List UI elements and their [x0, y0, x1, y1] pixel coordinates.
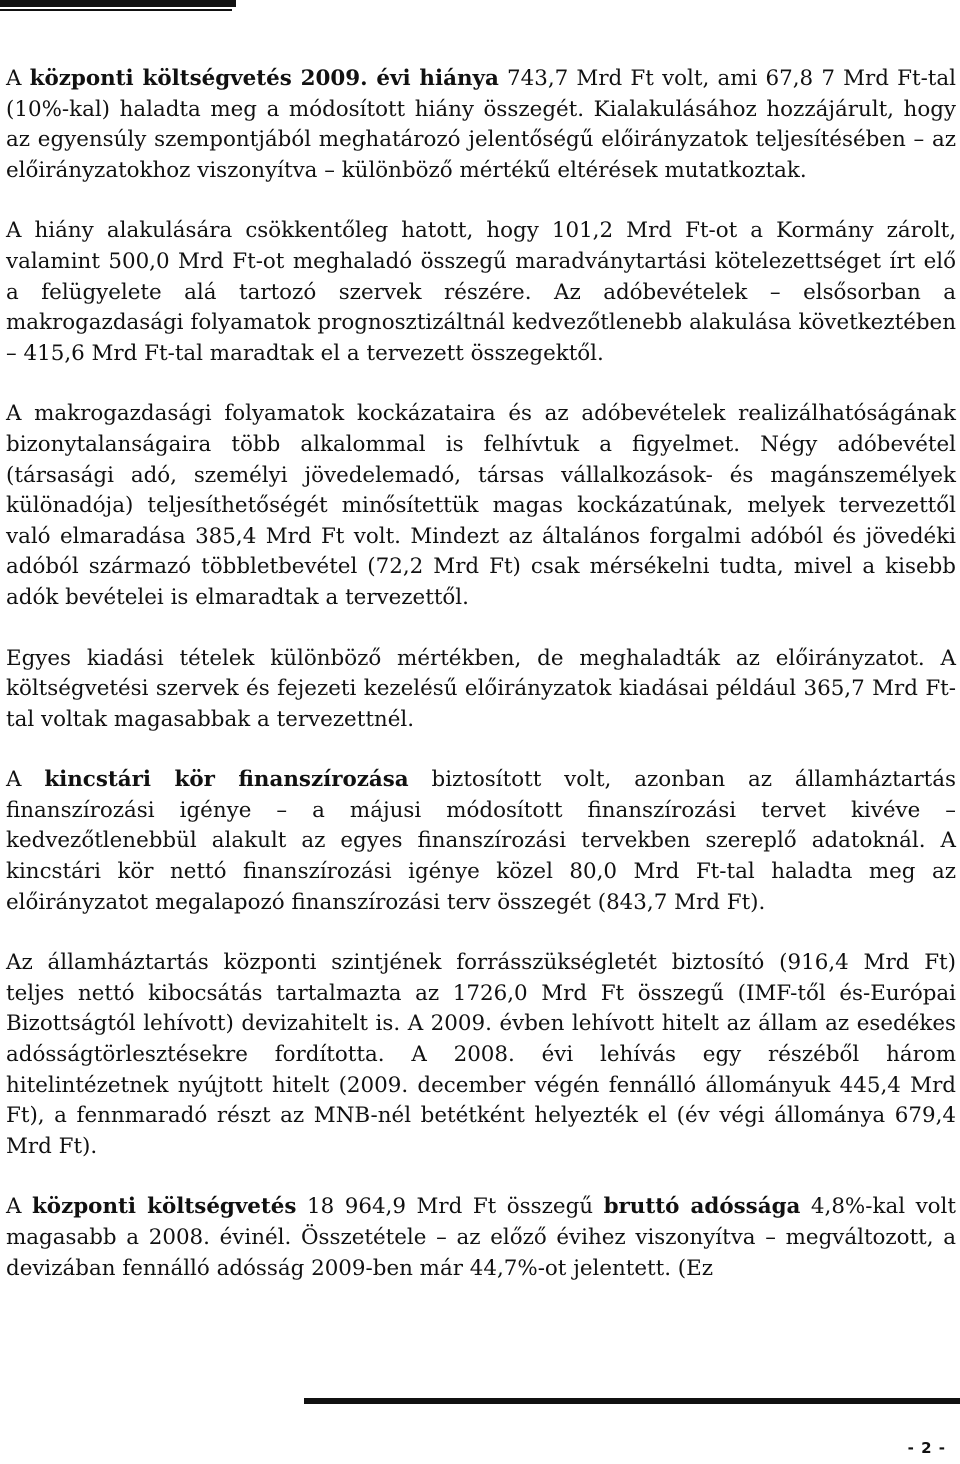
text-run: Egyes kiadási tételek különböző mértékben, de meghaladták az előirányzatot. A költségvetési szervek és fejezeti kezelésű előirányzatok kiadásai például 365,7 Mrd Ft-tal voltak magasabbak a tervezettnél. — [6, 645, 956, 732]
footer-rule — [304, 1398, 960, 1404]
text-run: 4,8%-kal volt magasabb a 2008. évinél. Összetétele – az előző évihez viszonyítva – megváltozott, a devizában fennálló adósság 2009-ben már 44,7%-ot jelentett. (Ez — [6, 1194, 956, 1281]
paragraph-funding-sources — [6, 948, 956, 1162]
text-run: A makrogazdasági folyamatok kockázataira és az adóbevételek realizálhatóságának bizonytalanságaira több alkalommal is felhívtuk a figyelmet. Négy adóbevétel (társasági adó, személyi jövedelemadó, társas vállalkozások- és magánszemélyek különadója) teljesíthetőségét minősítettük magas kockázatúnak, melyek tervezettől való elmaradása 385,4 Mrd Ft volt. Mindezt az általános forgalmi adóból és jövedéki adóból származó többletbevétel (72,2 Mrd Ft) csak mérsékelni tudta, mivel a kisebb adók bevételei is elmaradtak a tervezettől. — [6, 401, 956, 610]
paragraph-gross-debt — [6, 1192, 956, 1284]
page-number: - 2 - — [907, 1439, 946, 1457]
text-run: A hiány alakulására csökkentőleg hatott, hogy 101,2 Mrd Ft-ot a Kormány zárolt, valamint 500,0 Mrd Ft-ot meghaladó összegű maradványtartási kötelezettséget írt elő a felügyelete alá tartozó szervek részére. Az adóbevételek – elsősorban a makrogazdasági folyamatok prognosztizáltnál kedvezőtlenebb alakulása következtében – 415,6 Mrd Ft-tal maradtak el a tervezett összegektől. — [6, 218, 956, 366]
text-run: A — [6, 767, 45, 793]
paragraph-budget-deficit — [6, 64, 956, 186]
document-body — [6, 64, 956, 1314]
text-run: A — [6, 1194, 32, 1220]
bold-text-run: központi költségvetés — [31, 1194, 297, 1220]
paragraph-treasury-financing — [6, 765, 956, 918]
header-rule — [0, 0, 236, 7]
text-run: A — [6, 66, 30, 91]
text-run: Az államháztartás központi szintjének forrásszükségletét biztosító (916,4 Mrd Ft) teljes nettó kibocsátás tartalmazta az 1726,0 Mrd Ft összegű (IMF-től és-Európai Bizottságtól lehívott) devizahitelt is. A 2009. évben lehívott hitelt az állam az esedékes adósságtörlesztésekre fordította. A 2008. évi lehívás egy részéből három hitelintézetnek nyújtott hitelt (2009. december végén fennálló állományuk 445,4 Mrd Ft), a fennmaradó részt az MNB-nél betétként helyezték el (év végi állománya 679,4 Mrd Ft). — [6, 950, 956, 1159]
bold-text-run: bruttó adóssága — [603, 1194, 801, 1220]
header-rule-thin — [0, 9, 232, 11]
text-run: 18 964,9 Mrd Ft összegű — [296, 1194, 604, 1220]
paragraph-deficit-factors — [6, 216, 956, 369]
text-run: biztosított volt, azonban az államháztartás finanszírozási igénye – a májusi módosított finanszírozási tervet kivéve – kedvezőtlenebbül alakult az egyes finanszírozási tervekben szereplő adatoknál. A kincstári kör nettó finanszírozási igénye közel 80,0 Mrd Ft-tal haladta meg az előirányzatot megalapozó finanszírozási terv összegét (843,7 Mrd Ft). — [6, 767, 957, 915]
paragraph-expenditures — [6, 644, 956, 736]
bold-text-run: központi költségvetés 2009. évi hiánya — [29, 66, 499, 91]
text-run: 743,7 Mrd Ft volt, ami 67,8 7 Mrd Ft-tal (10%-kal) haladta meg a módosított hiány összegét. Kialakulásához hozzájárult, hogy az egyensúly szempontjából meghatározó jelentőségű előirányzatok teljesítésében – az előirányzatokhoz viszonyítva – különböző mértékű eltérések mutatkoztak. — [6, 66, 956, 183]
bold-text-run: kincstári kör finanszírozása — [44, 767, 409, 793]
paragraph-macro-risks — [6, 399, 956, 613]
